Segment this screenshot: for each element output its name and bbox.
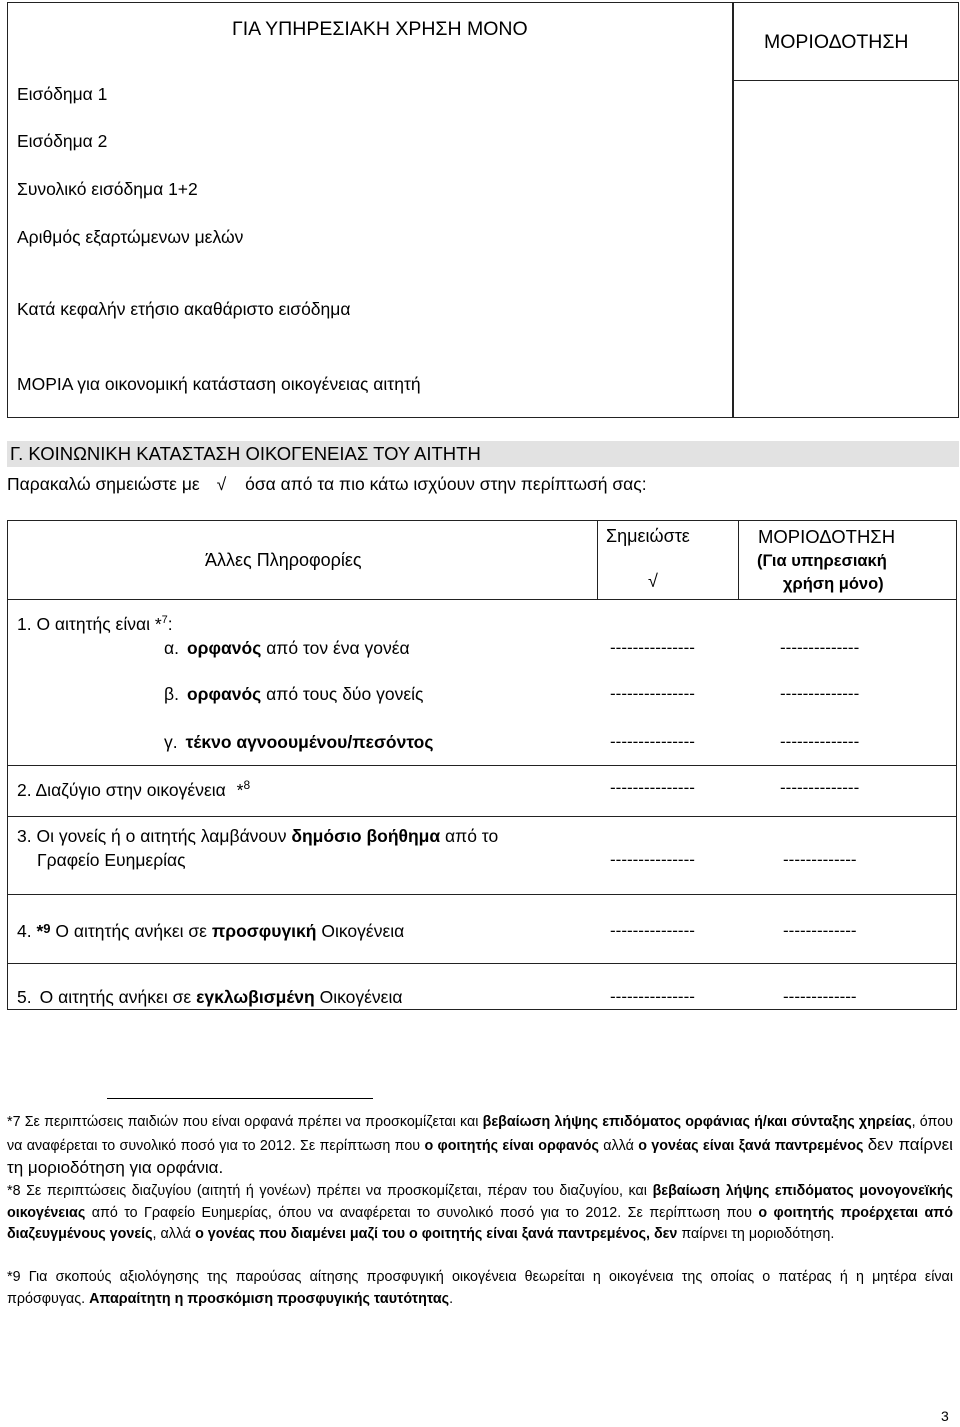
fn9-c: . [449,1290,454,1307]
item-1a-rest: από τον ένα γονέα [266,638,410,658]
item-5-prefix: 5. [17,987,32,1007]
col-info-header: Άλλες Πληροφορίες [205,550,362,570]
item-1b-mark[interactable]: --------------- [610,684,695,703]
item-3-bold: δημόσιο βοήθημα [291,826,441,846]
fn7-c: , όπου να αναφέρεται το συνολικό ποσό για το 2012. Σε περίπτωση που [7,1114,953,1154]
item-1-colon: : [167,614,173,634]
item-1a-score: -------------- [780,638,860,657]
instruction [7,474,647,495]
fn8-f: ο γονέας που διαμένει μαζί του ο φοιτητής είναι ξανά παντρεμένος, δεν [195,1226,678,1242]
fn9-a: *9 Για σκοπούς αξιολόγησης της παρούσας αίτησης προσφυγική οικογένεια θεωρείται η οικογένεια της οποίας ο πατέρας ή η μητέρα είναι πρόσφυγας. [7,1269,953,1307]
income-table [7,2,959,418]
item-2-text: 2. Διαζύγιο στην οικογένεια [17,779,226,800]
item-5-before: Ο αιτητής ανήκει σε [39,987,192,1007]
fn8-b: βεβαίωση λήψης επιδόματος μονογονεϊκής οικογένειας [7,1183,953,1221]
item-1b-prefix: β. [164,684,179,704]
fn8-g: παίρνει τη μοριοδότηση. [681,1226,835,1242]
section-heading-text: Γ. ΚΟΙΝΩΝΙΚΗ ΚΑΤΑΣΤΑΣΗ ΟΙΚΟΓΕΝΕΙΑΣ ΤΟΥ ΑΙΤΗΤΗ [10,443,481,464]
item-3-line1 [17,826,498,847]
item-2-mark[interactable]: --------------- [610,778,695,797]
item-3-after: από το [445,826,499,846]
fn7-f: ο γονέας είναι ξανά παντρεμένος [638,1137,864,1154]
footnote-7 [7,1112,953,1181]
section-heading [7,441,959,467]
item-1-label [17,614,173,635]
row-per-capita-income: Κατά κεφαλήν ετήσιο ακαθάριστο εισόδημα [17,299,351,319]
item-4-star: * [36,921,44,941]
item-1a [164,638,410,659]
item-2-star: * [236,779,244,800]
item-3-mark[interactable]: --------------- [610,850,695,869]
item-1b-bold: ορφανός [186,684,262,704]
item-1b [164,684,423,705]
item-5 [17,987,402,1008]
instruction-before: Παρακαλώ σημειώστε με [7,474,200,494]
fn7-a: *7 Σε περιπτώσεις παιδιών που είναι ορφανά πρέπει να προσκομίζεται και [7,1114,479,1130]
col-score-sub2: χρήση μόνο) [783,575,884,593]
fn7-e: αλλά [603,1137,634,1154]
body-box [7,599,957,1010]
row-income-1: Εισόδημα 1 [17,84,108,104]
item-1a-mark[interactable]: --------------- [610,638,695,657]
fn8-e: , αλλά [152,1226,192,1242]
item-4-mark[interactable]: --------------- [610,921,695,940]
col-score-header: ΜΟΡΙΟΔΟΤΗΣΗ [758,526,896,547]
item-1c-bold: τέκνο αγνοουμένου/πεσόντος [185,732,434,752]
income-table-right-box [732,2,959,418]
item-3-line2: Γραφείο Ευημερίας [37,850,186,870]
item-1c-score: -------------- [780,732,860,751]
item-1c-mark[interactable]: --------------- [610,732,695,751]
item-1a-bold: ορφανός [186,638,262,658]
item-1c [164,732,433,753]
item-1c-prefix: γ. [164,732,178,752]
col-mark-header: Σημειώστε [606,526,690,546]
item-4-before: Ο αιτητής ανήκει σε [55,921,207,941]
item-1b-rest: από τους δύο γονείς [266,684,424,704]
item-4-after: Οικογένεια [321,921,405,941]
fn7-b: βεβαίωση λήψης επιδόματος ορφάνιας ή/και σύνταξης χηρείας [482,1114,912,1130]
footnote-separator [107,1098,373,1099]
fn7-d: ο φοιτητής είναι ορφανός [424,1137,599,1154]
row-financial-points: ΜΟΡΙΑ για οικονομική κατάσταση οικογένειας αιτητή [17,374,421,394]
row-divider-4 [7,894,957,895]
row-income-2: Εισόδημα 2 [17,131,108,151]
item-2-sup: 8 [243,778,251,792]
item-4-num: 9 [43,921,51,936]
item-2 [17,778,250,801]
social-table [7,520,959,1010]
fn8-d: ο φοιτητής προέρχεται από διαζευγμένους γονείς [7,1204,953,1242]
fn7-g: δεν παίρνει τη μοριοδότηση για ορφάνια. [7,1134,953,1177]
instruction-after: όσα από τα πιο κάτω ισχύουν στην περίπτωσή σας: [245,474,647,494]
item-1a-prefix: α. [164,638,179,658]
row-dependents: Αριθμός εξαρτώμενων μελών [17,227,244,247]
check-symbol: √ [216,474,227,494]
row-total-income: Συνολικό εισόδημα 1+2 [17,179,198,199]
header-scoring: ΜΟΡΙΟΔΟΤΗΣΗ [764,31,909,53]
row-divider-2 [7,765,957,766]
item-1b-score: -------------- [780,684,860,703]
item-3-before: 3. Οι γονείς ή ο αιτητής λαμβάνουν [17,826,287,846]
item-4-score: ------------- [783,921,857,940]
right-header-divider [732,80,959,81]
item-3-score: ------------- [783,850,857,869]
row-divider-5 [7,963,957,964]
footnote-8 [7,1181,953,1246]
page-number: 3 [941,1408,949,1424]
header-service-use-only: ΓΙΑ ΥΠΗΡΕΣΙΑΚΗ ΧΡΗΣΗ ΜΟΝΟ [232,18,528,40]
item-1-sup: 7 [161,614,168,627]
fn8-a: *8 Σε περιπτώσεις διαζυγίου (αιτητή ή γονέων) πρέπει να προσκομίζεται, πέραν του διαζυγίου, και [7,1183,647,1199]
item-2-score: -------------- [780,778,860,797]
item-5-after: Οικογένεια [319,987,403,1007]
col-score-sub1: (Για υπηρεσιακή [757,552,887,570]
fn9-b: Απαραίτητη η προσκόμιση προσφυγικής ταυτότητας [89,1290,450,1307]
fn8-c: από το Γραφείο Ευημερίας, όπου να αναφέρεται το συνολικό ποσό για το 2012. Σε περίπτωση που [91,1204,752,1221]
item-1-text: 1. Ο αιτητής είναι * [17,614,162,634]
item-5-mark[interactable]: --------------- [610,987,695,1006]
col-mark-check: √ [648,571,658,591]
row-divider-3 [7,816,957,817]
footnote-9 [7,1267,953,1310]
item-4-bold: προσφυγική [211,921,317,941]
item-5-score: ------------- [783,987,857,1006]
item-4 [17,921,404,942]
income-table-left-box [7,2,734,418]
item-4-prefix: 4. [17,921,32,941]
item-5-bold: εγκλωβισμένη [196,987,315,1007]
